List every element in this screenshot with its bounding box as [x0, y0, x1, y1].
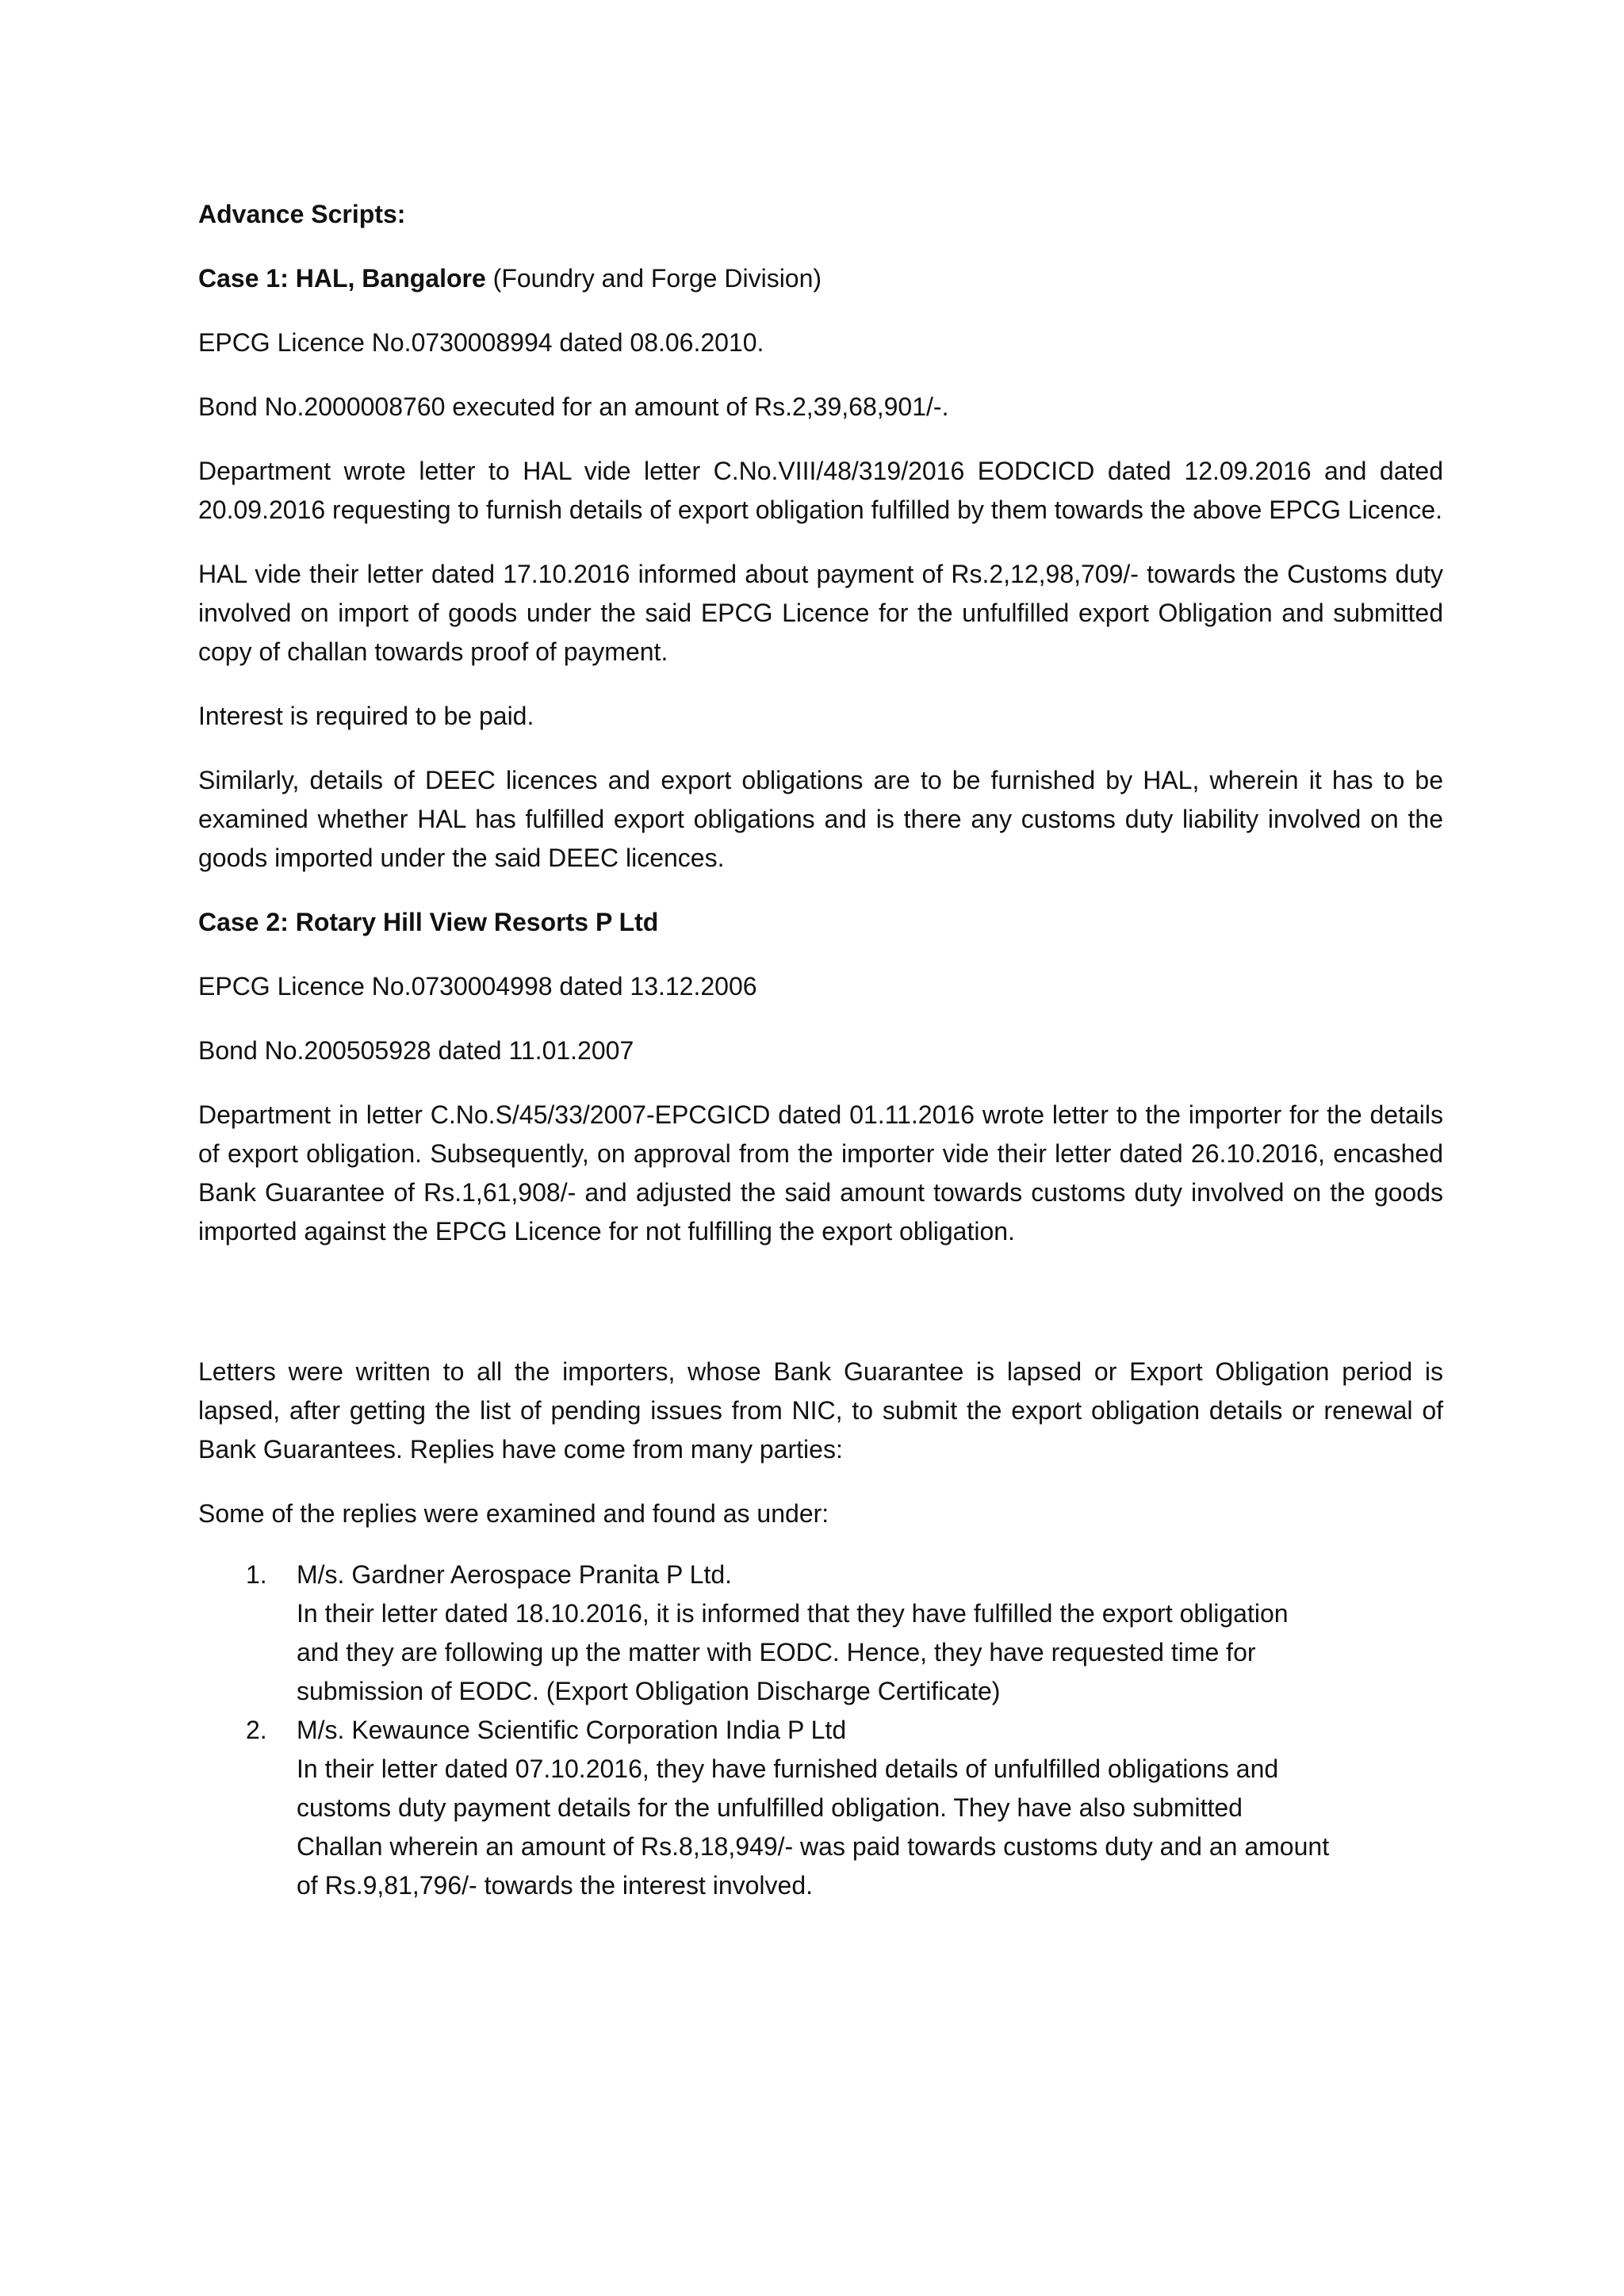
spacer	[198, 1276, 1443, 1353]
list-item-line: submission of EODC. (Export Obligation Discharge Certificate)	[297, 1677, 1001, 1705]
replies-intro: Some of the replies were examined and found as under:	[198, 1499, 829, 1528]
list-item-line: In their letter dated 07.10.2016, they have furnished details of unfulfilled obligations and	[297, 1755, 1279, 1783]
list-item-line: customs duty payment details for the unfulfilled obligation. They have also submitted	[297, 1793, 1243, 1822]
case1-para3: Interest is required to be paid.	[198, 702, 534, 730]
case2-para1: Department in letter C.No.S/45/33/2007-EPCGICD dated 01.11.2016 wrote letter to the importer for the details of export obligation. Subsequently, on approval from the importer vide their letter dated 26.10.2016, encashed Bank Guarantee of Rs.1,61,908/- and adjusted the said amount towards customs duty involved on the goods imported against the EPCG Licence for not fulfilling the export obligation.	[198, 1100, 1443, 1246]
list-item	[198, 1711, 1443, 1905]
case2-licence: EPCG Licence No.0730004998 dated 13.12.2006	[198, 972, 757, 1001]
case1-title-bold: Case 1: HAL, Bangalore	[198, 264, 486, 293]
case2-bond: Bond No.200505928 dated 11.01.2007	[198, 1036, 634, 1065]
list-item-line: In their letter dated 18.10.2016, it is informed that they have fulfilled the export obligation	[297, 1599, 1289, 1628]
case1-title	[198, 259, 1443, 298]
case1-licence: EPCG Licence No.0730008994 dated 08.06.2010.	[198, 328, 764, 357]
list-item	[198, 1556, 1443, 1711]
list-item-line: Challan wherein an amount of Rs.8,18,949/- was paid towards customs duty and an amount	[297, 1832, 1330, 1861]
list-item-company: M/s. Gardner Aerospace Pranita P Ltd.	[297, 1560, 733, 1589]
case2-title: Case 2: Rotary Hill View Resorts P Ltd	[198, 908, 659, 936]
replies-list	[198, 1556, 1443, 1905]
heading: Advance Scripts:	[198, 200, 406, 228]
case1-para4: Similarly, details of DEEC licences and export obligations are to be furnished by HAL, wherein it has to be examined whether HAL has fulfilled export obligations and is there any customs duty liability involved on the goods imported under the said DEEC licences.	[198, 766, 1443, 872]
list-item-number: 2.	[246, 1716, 267, 1744]
document-page	[198, 195, 1443, 1905]
case1-title-rest: (Foundry and Forge Division)	[485, 264, 822, 293]
list-item-company: M/s. Kewaunce Scientific Corporation India P Ltd	[297, 1716, 847, 1744]
case1-bond: Bond No.2000008760 executed for an amount of Rs.2,39,68,901/-.	[198, 392, 949, 421]
list-item-number: 1.	[246, 1560, 267, 1589]
list-item-line: and they are following up the matter with EODC. Hence, they have requested time for	[297, 1638, 1256, 1667]
list-item-line: of Rs.9,81,796/- towards the interest involved.	[297, 1871, 814, 1900]
case1-para2: HAL vide their letter dated 17.10.2016 informed about payment of Rs.2,12,98,709/- towards the Customs duty involved on import of goods under the said EPCG Licence for the unfulfilled export Obligation and submitted copy of challan towards proof of payment.	[198, 560, 1443, 666]
case1-para1: Department wrote letter to HAL vide letter C.No.VIII/48/319/2016 EODCICD dated 12.09.2016 and dated 20.09.2016 requesting to furnish details of export obligation fulfilled by them towards the above EPCG Licence.	[198, 457, 1443, 524]
letters-paragraph: Letters were written to all the importers, whose Bank Guarantee is lapsed or Export Obligation period is lapsed, after getting the list of pending issues from NIC, to submit the export obligation details or renewal of Bank Guarantees. Replies have come from many parties:	[198, 1357, 1443, 1464]
